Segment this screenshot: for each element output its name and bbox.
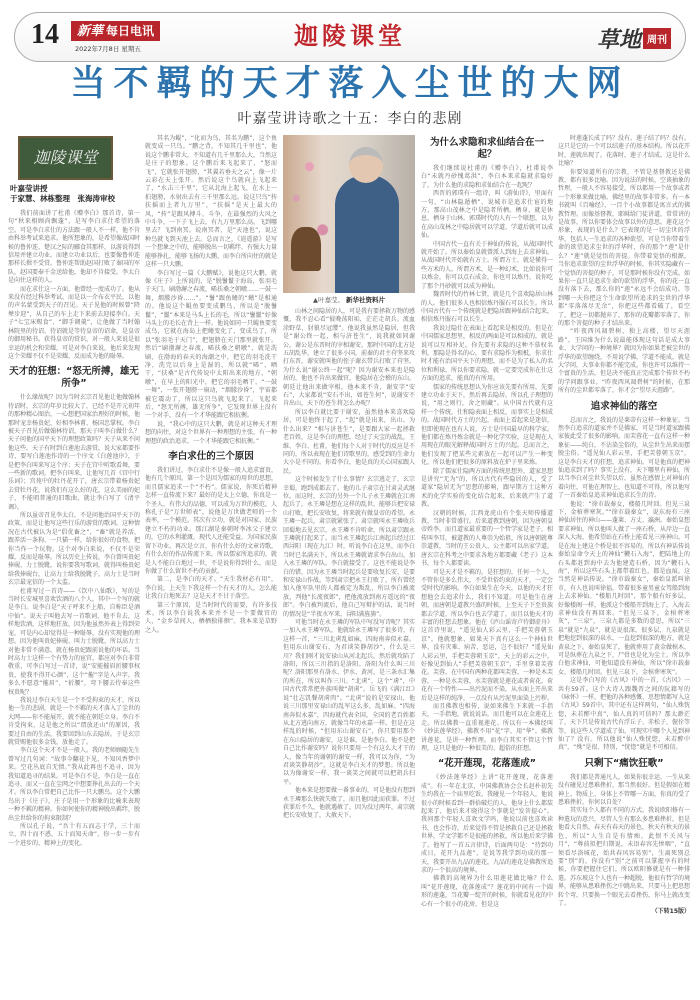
body-paragraph: 说，“我心中的这只大鹏，就是对这种天才理想的向往，对这个世界有一种理想的主张，有一种理想的政治追求，一个才华能跟它相抗衡。”: [145, 420, 278, 445]
body-paragraph: 总而言之，我说的是莱蒂有这样一种象征。当然李白追求的道家并不是佛家，可是当时道家跟佛家彼此受了很多的影响，而芙蓉花一直有这样一种象征——纯白，不沾染尘俗的，从尘世生出来而摆脱尘俗。“遥见仙人彩云里，手把芙蓉朝玉京”，这是李白天才的狂想，追求神仙。可是他真的把神仙追求到了吗？事实上没有，天下哪里有神仙，所以当李白对尘世失望以后，虽然在感情上对神仙有着向往，可他在理智上，也知道不可得，所以他写了一首秦始皇追求神仙追求长生的诗。: [558, 416, 691, 500]
body-paragraph: 我们继续说杜甫的《赠李白》，杜甫说李白“未就丹砂愧葛洪”，李白本来求隐就求隐好了，为什么他的求隐和求仙结合在一起呢？: [421, 165, 553, 189]
page-header: [14, 12, 686, 62]
article-subtitle: 叶嘉莹讲诗歌之十五：李白的悲剧: [237, 111, 463, 127]
body-paragraph: 这个时候发生了什么事情？玄宗逃走了，玄宗幸蜀，跑到成都去了。他的儿子肃宗在甘肃灵武继位。而这时，玄宗的另外一个儿子永王璘就在江南起兵了，永王璘是想在这样的乱世，能够兵把安禄山打败，把长安收复，将来就有做皇帝的希望。永王璘一起兵，肃宗就紧张了。肃宗就叫永王璘收兵回蜀地去见玄宗，永王璘不肯听命，所以肃宗跟永王璘就打起来了。而当永王璘起兵江南起兵经过江西浔阳（现在九江）时，听说李白在这里，而李白当时已名满天下。所以永王璘就请求李白出山，加入永王璘的军队。李白就接受了。这也不能说是李白的错，因为永王璘当时起兵是要收复长安，是要和安禄山作战。等到肃宗把永王打败了，所有曾经加入他军队里的人都被定为叛乱，所以李白被流放，判他“长流夜郎”，把他流放到南方遥远的“夜郎”。李白被判流后，他自己写辩护的话，说当时的情况是“半夜水军来，浔阳满旌旃”。: [283, 476, 416, 618]
caption-text: ▲叶嘉莹。: [312, 296, 344, 304]
article-title: 当不羁的天才落入尘世的大网: [70, 64, 630, 104]
body-paragraph: 可是天才是不羁的，是狂想的，任何一个人，不管你是多么伟大，不受世俗约束的天才，一定会受时代的影响。李白如果生在今天，以他的天才狂想他会去追求什么，我们不知道。可是他生在唐朝，而唐朝是道教兴盛的时候，上至天子下至贵族都去学道，所以李白也去学道了，而且以他天才的丰富的狂想去想象。他在《庐山谣寄卢侍御虚舟》这首诗里说，“遥见仙人彩云里，手把芙蓉朝玉京”，他就想象，如果天下真有这么一个神仙世界，没有灾难、病苦、恶运，岂不很好？“遥见仙人彩云里，手把芙蓉朝玉京”，天上的彩云之中，好像见到仙人“手把芙蓉朝玉京”，手里拿着芙蓉花。芙蓉，在中国有两种花都叫芙蓉，一种是木芙蓉，一种是水芙蓉，水芙蓉就是莲花或者荷花。荷花有一个特性——出污泥而不染，从水面上开出来后是这样的纯净，一点没有从污泥里面染上污秽。: [421, 568, 554, 702]
body-paragraph: 佛教的高境界为什么用莲花做比喻？什么叫“花开莲现，花落莲成”？莲花的中间有一个圆形的莲蓬，当花瓣一绽开的时候，你就看见花的中心有一个很小的花房，但是这: [421, 875, 554, 908]
body-paragraph: 而在求仕这一方面，他曾经一度成功了。他从来没有经过科举考试，而是以一介布衣平民，以他的声名蒙受到天子的召见。天子见他的时候曾“降辇步迎”，从自己的车上走下来前去迎接李白。天子“七宝床赐食”、“御手调羹”，让他做了当时翰林院里的待诏。待诏就是等待皇帝的诏命，是皇帝的御用秘书。获得皇帝的赏识，对一般人来说是很幸运的机会和荣耀，可是对李白来说，他后来发现这个荣耀不仅不是荣耀，反而成为他的耻辱。: [8, 285, 141, 360]
body-paragraph: 其实每个人都有不同的方式。我说欧阳修有一种遣玩的意兴，尽管人生有那么多患难挫折，但是他看大自然，春天有春天的景色，秋天有秋天的景色，所以“人生自是有情痴，此恨不关风与月”，“尊前拟把归期说，未语春容先惨咽”，“直须看尽洛城花，始共春风容易别”，生离死别总要“别”的，你没有“别”之前可以掌握享有的时候，你要把握住它们。所以欧阳修就是有一种排遣。苏东坡这个人也有一种超脱，他很有哲学的境界，能够从患难挫伤之中跳出来，只要马上把思想转个弯，只要换一个眼光去看挫伤，你马上就改变了。: [558, 807, 691, 907]
body-paragraph: 中国古代一直有关于神仙的传说，从战国时代就开始了。所以秦始皇就曾派人到海上去求神仙。从战国时代开始就有方士。所谓方士，就是懂得一些方术的人。所谓方术，是一种幻术，比如说你可以炼金，你可以点石成金，你也可以炼丹，说你吃了那个丹砂就可以成为神仙。: [421, 240, 554, 290]
weekly-calligraphy: 草地: [596, 27, 641, 53]
body-paragraph: 儒家的传统思想认为你应该先要有所用，先要建立功业于天下，然后再去隐居。所以孔子理想的说，“用之则行，舍之则藏”。从中国古代就有这样一个传统，仕和隐表面上相反，而事实上是相成的。战国时代方士的兴起，表面上看起来是迷信，但即使现在也有人说，方士是中国最早的科学家。他们都在炼丹炼金就是一种化学实验，这是现在人用现在的眼光解释战国时方士的兴起。总而言之，他们发现了把某些元素放在一起可以产生一种变化，所以他们把很多的原料放在炉子里来炼。: [421, 383, 554, 467]
body-paragraph: 西晋的郭璞有一组诗，叫《游仙诗》，里面有一句，“山林隐遁栖”，说城市是追求仕宦的地方，那高山茂林之中是隐者所栖。栖身，就是休息，栖身于山林。郭璞时代的人有一个联想，以为在高山茂林之中隐居就可以学道，学道后就可以成仙。: [421, 190, 554, 240]
byline-lecturer: 叶嘉莹讲授: [10, 184, 48, 193]
body-paragraph: 我们讲过，李白求仕不是像一般人追求富贵，他有几个原因。第一个是因为儒家的用世的思想，而且儒家追求一个“不朽”。儒家说，你死后精神怎样一直传流下来？最好的是太上立德，你真是一个圣人，有伟大的品德，可以成为万世的模范，人称孔子是“万世师表”，说他是万世做老师的一个表率，一个模范。其次有立功，就是对国家、民族建立不朽的功业。那江湖是秦朝时李冰父子建立的，它的水利灌溉，现代人还能受益，为国家民族留下功业。再次是立言，你有什么好的文章诗歌，有什么好的作品传流下来。所以儒家所追求的，就是人不能白白地过一世，不是说你得到什么，而是你做了什么留世不朽的贡献。: [145, 467, 278, 575]
body-paragraph: 魏晋时代的竹林七贤，就是几个喜欢隐居山林的人。他们很多人也相信炼丹服石可以长生。所以中国古代有一个传统就是把隐居跟神仙结合起来，相信炼丹服石可以长生。: [421, 291, 554, 324]
issue-date: 2022年7月8日 星期五: [75, 45, 141, 53]
body-paragraph: 可他当时在永王璘的军队中写没写诗呢？其实一加入永王璘军队，他就给永王璘写了很多诗，有这样一首，“三川北虏乱如麻，四海南奔似永嘉。但用东山谢安石，为君谈笑静胡沙”，什么是三川？我们刚才说安禄山从河北起兵，然后就攻陷了洛阳，所以三川指的是洛阳。洛阳为什么叫三川呢？洛阳那里有洛水、伊水、黄河，是三条水汇集的所在，所以叫作三川。“北虏”，这个“虏”，中国古代常常把外族叫做“胡虏”。岳飞的《满江红》说“壮志饥餐胡虏肉”。“北虏”说的是安禄山，他说三川那里安禄山的乱军这么多，乱如麻。“四海南奔似永嘉”，四海就代表全国，全国的老百姓都从北方逃向南方，就像当年的永嘉一样。但是在这样乱的时候，“但用东山谢安石”，你只要用那个在东山隐居的谢安，这是谁，是他李白。他不是把自己比作谢安吗？说你只要用一个有这么大才干的人，像当年的谢朝的谢安一样，我可以为你，“为君谈笑静胡沙”，这就是李白天才的梦想。所以他以为像谢安一样，我一谈笑之间就可以把胡兵扫平。: [283, 619, 416, 786]
column-logo-blackboard: 迦陵课堂: [18, 136, 113, 180]
body-paragraph: 汉朝的时候，江西龙虎山有个张天师传播道教，当时非常盛行。后来道教到唐朝，因为唐朝皇帝姓李，而且道家最重要的一个哲学家是老子，相传叫李耳，被道教的人尊崇为始祖，所以唐朝就尊崇道教，当时的王公贵人、公主都可以出家学道。唐玄宗在科考之中要求各地方都要藏《老子》这本书，每个人都要读。: [421, 509, 554, 568]
photo-caption: [283, 296, 415, 305]
body-paragraph: 而且佛教也相传，说如来佛生下来就一手指天，一手指地，就说说话，而且他可以在金莲花上走。所以佛教一直重视莲花。所以有一本佛经叫《妙法莲华经》，佛教不用“花”字，用“华”。佛教讲莲花，是讲一种哲理。而李白其实不管这个哲理，这只是他的一种很美的、超俗的狂想。: [421, 703, 554, 753]
text-column-5: [558, 135, 690, 917]
brand-name: 每日电讯: [106, 24, 155, 38]
body-paragraph: 他说：“徐市载秦女，楼船几时回。但见三泉下，金棺葬寒灰。”“徐市载秦女”，说东海有三座神仙居住的神山——蓬莱、方丈、瀛洲。秦始皇想要求神仙，所以他叫人做了一座石桥，从岸边一直深入大海，他希望站在石桥上能看见三座神山。可是在海上建这个桥是很不容易的，所以有神话传说秦始皇命令天上的神仙“鞭石入海”，把陆地上的石头都赶到海中去为他建造石桥，因为“鞭石入海”，所以这些石头上都带着红色，都是血痕。这当然是神话传说。“徐市载秦女”，秦始皇派叫徐市，有人也说叫徐福，带着很多童男童女驾船到海上去求神仙。“楼船几时回”，那个船有好多层，好像楼阁一样，他派这个楼船开到海上了，入海去求神仙没有再回来。“但见三泉下，金棺葬寒灰”，“三泉”，三泉九都是多数的意思，所以“三泉”就是“九泉”，就是说很深，很多层，九泉就是把地挖到很深的泉水，一直挖到很深的地方，就是黄泉之下。秦始皇死了，他就葬用了黄金做棺木，可是纵葬在九泉之下，尸骨也是化为尘土。所以李白他求神仙，可他知道没有神仙，所以“徐市载秦女，楼船几时回。但见三泉下，金棺葬寒灰”。: [558, 500, 691, 676]
section-heading: “花开莲现，花落莲成”: [438, 758, 536, 770]
body-paragraph: 所以孔子说，“吾十有五而志于学，三十而立，四十而不惑，五十而知天命”，你一步一步有一个进步的、精神上的变化。: [8, 823, 140, 847]
byline-editors: 于家慧、林栋整理 张海涛审校: [10, 194, 115, 203]
body-paragraph: 什么缘故呢？因为当时玄宗召见他让他做翰林待诏时，玄宗的年岁比较大了，已经不是开元初年的那种精心图治，一心想把国家治理好的时候，他那时宠幸杨贵妃，好相李林甫、杨国忠掌权。李白被天子召见后做翰林待诏，那天子叫李白做什么？天子问他的国平天下的理想政策吗？天子从来不问他这些。天子有时到白莲池去游赏，说大家都要作诗，要写白莲池作诗的一个序文《白莲池序》，于是把李白叫来写这个序；天子在宫中听歌看舞，要一些新的歌词，把李白叫来，让他写几首《宫中行乐词》；宫苑中的牡丹花开了，唐玄宗带着杨贵妃去赏牡丹花，说我们有这么好的花，这么美丽的妃子，不能唱普通的旧歌曲，就让李白写了《清平调》。: [8, 394, 141, 511]
body-paragraph: 所以李白就比要于谢安，虽然他本来喜欢隐居，可是他终于起了，“起”就是出来，出山。为什么出来？“相与济苍生”，是要跟大家一起拯救老百姓，这是李白的理想。经过了天宝的战乱，王维、李白、杜甫，他们每个人对于时代的反应是不同的，所以表现在他们诗歌里的，感受到的生命力大小是不同的。你看李白，他是真的关心国家跟人民。: [283, 408, 416, 475]
body-paragraph: 李白写过一篇《大鹏赋》，说他这只大鹏，就像《庄子》上所说的，是“脱鬐鬣于海岛，张羽毛于天门。刷渤澥之春流，晞扶桑之朝暾……一鼓一舞，烟朦沙昏……”。“鬐”跟鱼鳍的“鳍”是相通的。他说这个鲲鱼要变成鹏鸟，所以是“脱鬐鬣”，“鬣”本来是马头上长的毛，所以“鬐鬣”好像马头上的毛长在背上一样。他说如同一只鲲鱼要变成鸟，它就在海岛上把鳍变化了，变成鸟了，所以“张羽毛于天门”，把翅膀在天门那里就张开。然后“刷渤澥之春流，晞扶桑之朝暾”，就是洗刷，在渤海的春天的海潮之中，把它的羽毛洗干净，洗完以后身上是湿的，所以就“晞”，晒干，“扶桑”是古代传说中太阳出来的地方，“朝暾”，在早上的阳光中，把它的羽毛晒干。“一鼓一舞”，一张开翅膀一扇动，“烟朦沙昏”，宇宙都被它震动了，所以这只鸟就飞起来了。飞起来后，“怒无所搏，雄无所争”，它发现世界上没有一个对手，没有一个才华能跟它相抗衡。: [145, 269, 278, 420]
body-paragraph: 我们都是普通凡人，如果你很幸运，一生从来没有碰见过患难挫折，那当然很好。但是假如在精神上、物质上、身体上不管哪一方面，你真的受了患难挫折，你何以自处？: [558, 773, 691, 807]
body-paragraph: 所以虽帝召见李太白，不是问他治国平天下的政策，而是让他写这些行乐的游赏的歌词。这种情况在古代被认为是“倡优畜之”，“畜”就是养活，跟养活一条狗、一只猫一样，给你很好的食物，把你当作一个玩物。这个对李白来说，不仅不是荣耀，反而是耻辱。所以历史上传说，李白曾叫贵妃捧砚、力士脱靴。说你要我写歌词，就得叫杨贵妃给我捧砚台，让高力士给我脱靴子。高力士是当时玄宗最宠信的一个太监。: [8, 512, 141, 587]
section-heading: 李白求仕的三个原因: [168, 451, 254, 463]
body-paragraph: 这是李白写的《古风》中的一首，《古风》一共有59首。这个大诗人跟魏晋之间的阮籍写的《咏怀》一样，把他的各种感慨、思想情都写入这《古风》59首中。其中还有这样两句，“仙人殊恍惚，未若醉中真”，仙人真的可信吗？那太渺茫了，天下只是传说古代有浮丘子、赤松子、偓佺等等，说这些人学道成了仙，可现实中哪个人见到神仙了？没有。所以他说“仙人殊恍惚，未若醉中真”，“殊”是很、特别，“恍惚”就是不可相信。: [558, 677, 691, 752]
body-paragraph: 其名为鲲”，“化而为鸟，其名为鹏”，这个鱼就变成一只鸟。“鹏之背，不知其几千里也”，他说这个鹏非常大，不知道有几千里那么大，当然这是庄子的想象。这个鹏后来飞起来了，“怒而飞”，它就张开翅膀，“其翼若垂天之云”，像一片云彩在天上张开。然后说这个鸟就向上飞起来了，“水击三千里”，它从北海上起飞，在水上一拍翅膀，水射出去有三千里那么远。说这只鸟“抟扶摇而上者九万里”，“扶摇”是天上最大的风，“抟”是跟风搏斗，斗争，在最强烈的大风之中斗争，一下子飞上去，有九万里那么高。飞到哪里去？飞到南冥。说南冥者，是“天池也”，说这种鸟就飞到天池上去。总而言之，《逍遥游》是写一个想象之中的，能够脱出一切羁绊，有强大力量能够挣扎，能够飞扬的大鹏，而李白所向往的就是这样一只大鹏。: [145, 135, 278, 269]
byline: [10, 184, 140, 204]
body-paragraph: 第二，是李白的天才。“天生我材必有用”，李白说，上天生下我这样一个有天才的人，怎么能让我白白地死去？这是天才不甘于落空。: [145, 576, 278, 601]
body-paragraph: 除了儒家仕隐两方面的传统思想外，道家思想是讲究“无为”的，所以古代有些隐居的人，受了道家“隐居无为”思想的影响，跟早期方士这种方术的化学实验的变化结合起来，后来就产生了道教。: [421, 467, 554, 509]
brand-logo-italic: 新華: [77, 24, 104, 39]
photo-person: [335, 175, 399, 293]
body-paragraph: 第三个原因，是当时时代的需要，有许多技术。所以李白说我本来并不是一个要做官的人，“金乡草间人，栖栖独徘徊”。我本来是草野之人。: [145, 601, 277, 634]
body-paragraph: 杜甫写过一首诗——《饮中八仙歌》，写的是当时长安城里喜欢饮酒的八个人，其中一个写的就是李白。说李白是“天子呼来不上船，自称臣是酒中仙”。说天子叫他去写一首歌词，他不肯去，这样地饮酒，这样地狂放，因为他虽然外表上得到荣宠，可是内心却觉得是一种耻辱，没有实现他的理想。因为他叫贵妃捧砚、叫力士脱靴，所以高力士对他非常不满意，就在杨贵妃跟前说他的坏话。当时高力士这样一个有势力的宦官，都应对李白非常敬重，可李白写过一首诗，说“安能摧眉折腰事权贵，使我不得开心颜”，这个“摧”字是入声字。我多么不愿意“摧眉”、“折腰”，弯下腰去侍奉这些权贵呢？: [8, 587, 141, 696]
body-paragraph: 我们前面讲了杜甫《赠李白》那首诗，第一句“秋来相顾尚飘蓬”，是写李白求仕希望的落空。可是李白求仕的方法跟一般人不一样，他不肯由科举考试来追求。他所想象的，是希望像战国时候的鲁仲连、楚汉之际的郦食其那样，以游说得到信用并建立功业。而建立功业以后，也要像鲁仲连那样长揖不受赏。鲁仲连帮助赵国打败了秦国的军队，赵国要奉千金送给他，他却不肯接受。李太白是向往这样的人。: [8, 210, 141, 285]
page-number: 14: [31, 19, 59, 50]
caption-credit: 新华社资料片: [346, 296, 386, 304]
text-column-3: [283, 308, 415, 821]
text-column-1: [8, 210, 140, 848]
body-paragraph: 时莲蓬长成了吗？没有。莲子结了吗？没有。这只是它的一个可以结莲子的基本结构。所以花开时，莲就出现了。花落时，莲子才结成。这是什么比喻？: [558, 135, 691, 168]
section-heading: 追求神仙的落空: [590, 400, 658, 412]
body-paragraph: 李白这个天才不是一般人。我的老师顾随先生曾写过几句词：“故事今翻花下见，不知风香梦中来。空花丛底自无情。”我从此再也不追寻，因为我知道追寻的结果。可是李白不是，李白是一直在追寻，而又一直在尘网之中想要挣扎出去的一个天才。所以李白常把自己比作一只大鹏鸟。这个大鹏鸟出于《庄子》，庄子是用一个形象的比喻来表现一种不羁的精神。你如何使你的精神脱出羁绊，脱出尘世给你的拘束限制？: [8, 747, 141, 822]
section-heading: 只剩下“痛饮狂歌”: [584, 757, 664, 769]
portrait-photo: [283, 135, 415, 293]
body-paragraph: 我说过隐仕在表面上看起来是相反的，但是在中国儒家思想里，相反的两面是可以相成的，就是说可以互相补足。你先要有求隐的这种不慕权名利，那隐是得名的心，要有求隐作为根柢，你求仕时才能有治国平天下的理想，而不是为了私人的名位和利禄。所以你要求隐，就一定要完成你在仕这方面的追求，能真的有所用。: [421, 324, 554, 383]
section-heading: 为什么求隐和求仙结合在一起？: [429, 137, 544, 160]
body-paragraph: “昨夜西风凋碧树，独上高楼，望尽天涯路”，王国维为什么说最能体现这句话是成大事业、大学问的一种境界？就因为你如果老被尘世的浮华的欲望缠绕，不用说学佛，学道不能成，就是大学问，大事业你都不能完成。你也许可以维持一个富贵的生活，但是决不能真正完成那个传世不朽的学问跟事业。“昨夜西风凋碧树”的时候，在那所有的尘世都零落了，你才会“望尽天涯路”。: [558, 328, 691, 395]
body-paragraph: 你要知道所有的宗教，不管是基督教还是佛教，都有很多比喻。因为说法的时候，空谈抽象的哲理，一般人不容易接受，所以都用一个故事或者一个形象来做比喻。佛经里的故事非常多。有一本书就叫《百喻经》，一百个小故事都是寓言式的佛教哲理。而像基督教，耶稣给门徒讲道，常常讲的是故事，所以你要体会故事以外的意思。莲花这个形象，表现的是什么？它表现的是一切尘世的浮华，包括人一生追求的各种欲望。可是当你带着生命的欲望追求尘世的浮华时，你的那个“莲”是什么？“莲”就是觉悟的菩提。你带着觉悟的根源，当你追求欲望的尘世浮华的时候，你其实隐藏有一个觉悟的菩提的种子，可是那时候你没有完成。如果你一直只是追求生命的欲望的浮华，你的花一直没有落下去，那么你的“莲”永远不会结成功。等到哪一天你把这个生命欲望所追求的尘世的浮华都“零落落尽无余”，你把这些都看破了，看空了，把这一切都抛弃了，那你的花瓣都零落了，你的那个菩提的种子才结出来。: [558, 168, 691, 327]
body-paragraph: 他本来是想要做一番事业的，可是他没有想到永王璘那么快就失败了，而且他因此而获罪。不过获罪后不久，他就遇赦了，因为没过两年，肃宗就把长安收复了，大赦天下。: [283, 787, 416, 820]
photo-vase: [291, 227, 321, 271]
section-heading: 天才的狂想：“怒无所搏，雄无所争”: [9, 366, 139, 390]
section-name: 迦陵课堂: [294, 21, 406, 50]
body-paragraph: 《妙法莲华经》上讲“花开莲现，花落莲成”。有一年在北京，中国佛教协会会长赵朴初先生约我在一个庙里吃饭。我碰见一个年轻人，他说很小的时候看到一群拾破烂的人，他身上什么都装起来了，他后来才晓得这个事就是“发菩提心”。我问那个年轻人喜欢文学吗，他说以前也喜欢读书，也会作诗，后来觉得不管是拯救自己还是拯救世界，学文学都不是很能的拯救，所以他后来学佛了。他写了一首五言律诗，后面两句是：“待到功成日，花开九品莲”，是说等我学到功成的那一天，我要开出九品的莲花，九品的莲花是佛教所追求的一个很高的境界。: [421, 774, 554, 874]
body-paragraph: 我说过李白天生是一个不受拘束的天才，所以他一生的悲剧，就是一个不羁的天才落入了尘世的大网——你不能展开，就不能在朝廷立身。李白不肯受拘束，这是他之所以“谓放还山”的原因，我要过自由的生活，我要回到山东去隐居。于是玄宗就赏赐他很多金钱，放他走了。: [8, 696, 141, 746]
text-column-4: [421, 132, 553, 909]
text-column-2: [145, 135, 277, 635]
photo-person-head: [349, 147, 383, 183]
continued-note: （下转15版）: [651, 908, 690, 916]
body-paragraph: 山林之间隐居的人，可是我有要拯救万物的感慨，我不忍心看“彼晚荡阳垢，茫茫走胡兵。流血涂野草，豺狼尽冠缨”。他说我虽然是隐居，但我是“谢公终一起，相与济苍生”，说我就如同谢公，谢公是东晋时的宰相谢安。那时中国的北方是五胡乱华，建立了很多小国，前秦的君主苻坚来攻打东晋，谢安就叫他的侄子谢玄带兵打败了苻坚。为什么说“谢公终一起”呢？因为谢安本来也是隐居的，他也不肯出来做官，他隐居在会稽的东山，朝廷让他出来做宰相，他本来不肯，谢安字“安石”，大家都说“安石不出，如苍生何”，说谢安不肯出山，天下的苍生将怎么办呢？: [283, 308, 416, 408]
weekly-logo: [597, 23, 671, 54]
weekly-label: 周刊: [643, 28, 671, 49]
newspaper-brand: [71, 21, 160, 41]
